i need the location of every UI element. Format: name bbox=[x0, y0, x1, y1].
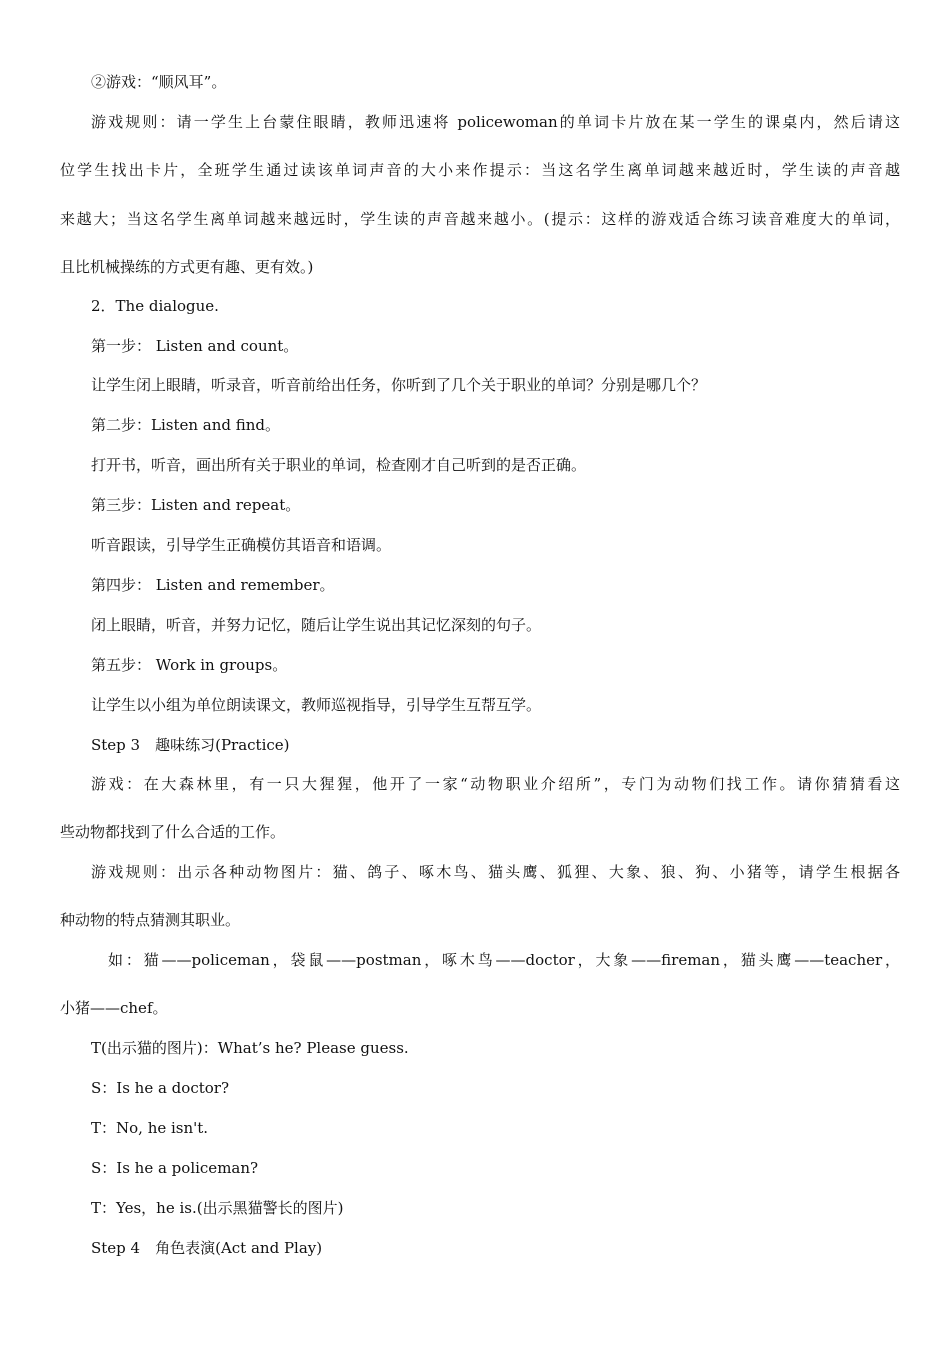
step-four-text: 闭上眼睛，听音，并努力记忆，随后让学生说出其记忆深刻的句子。 bbox=[91, 616, 542, 634]
dialogue-line-4: S：Is he a policeman? bbox=[91, 1159, 259, 1177]
step-two-text: 打开书，听音，画出所有关于职业的单词，检查刚才自己听到的是否正确。 bbox=[91, 456, 587, 474]
game-rules-line-1: 游戏规则：请一学生上台蒙住眼睛，教师迅速将 policewoman的单词卡片放在某一学生的课桌内，然后请这 bbox=[91, 113, 900, 131]
game-rules-line-2: 位学生找出卡片，全班学生通过读该单词声音的大小来作提示：当这名学生离单词越来越近时，学生读的声音越 bbox=[60, 161, 900, 179]
step-two-title: 第二步：Listen and find。 bbox=[91, 416, 281, 434]
game-rules-line-3: 来越大；当这名学生离单词越来越远时，学生读的声音越来越小。(提示：这样的游戏适合练习读音难度大的单词， bbox=[60, 210, 900, 228]
step-three-title: 第三步：Listen and repeat。 bbox=[91, 496, 301, 514]
game-heading: ②游戏：“顺风耳”。 bbox=[91, 73, 227, 91]
game-rules-line-4: 且比机械操练的方式更有趣、更有效。) bbox=[60, 258, 314, 276]
dialogue-line-3: T：No, he isn't. bbox=[91, 1119, 209, 1137]
step-three-text: 听音跟读，引导学生正确模仿其语音和语调。 bbox=[91, 536, 392, 554]
step-one-text: 让学生闭上眼睛，听录音，听音前给出任务，你听到了几个关于职业的单词？分别是哪几个？ bbox=[91, 376, 707, 394]
example-line-2: 小猪——chef。 bbox=[60, 999, 168, 1017]
dialogue-line-2: S：Is he a doctor? bbox=[91, 1079, 229, 1097]
dialogue-line-5: T：Yes，he is.(出示黑猫警长的图片) bbox=[91, 1199, 344, 1217]
dialogue-line-1: T(出示猫的图片)：What’s he? Please guess. bbox=[91, 1039, 409, 1057]
practice-game-line-2: 些动物都找到了什么合适的工作。 bbox=[60, 823, 286, 841]
step-five-title: 第五步： Work in groups。 bbox=[91, 656, 288, 674]
example-line-1: 如：猫——policeman，袋鼠——postman，啄木鸟——doctor，大象——fireman，猫头鹰——teacher， bbox=[108, 951, 900, 969]
practice-rules-line-2: 种动物的特点猜测其职业。 bbox=[60, 911, 241, 929]
step-five-text: 让学生以小组为单位朗读课文，教师巡视指导，引导学生互帮互学。 bbox=[91, 696, 542, 714]
dialogue-heading: 2．The dialogue. bbox=[91, 297, 219, 315]
step-one-title: 第一步： Listen and count。 bbox=[91, 337, 299, 355]
step4-heading: Step 4 角色表演(Act and Play) bbox=[91, 1239, 323, 1257]
practice-game-line-1: 游戏：在大森林里，有一只大猩猩，他开了一家“动物职业介绍所”，专门为动物们找工作。请你猜猜看这 bbox=[91, 775, 900, 793]
step3-heading: Step 3 趣味练习(Practice) bbox=[91, 736, 290, 754]
practice-rules-line-1: 游戏规则：出示各种动物图片：猫、鸽子、啄木鸟、猫头鹰、狐狸、大象、狼、狗、小猪等，请学生根据各 bbox=[91, 863, 900, 881]
step-four-title: 第四步： Listen and remember。 bbox=[91, 576, 335, 594]
